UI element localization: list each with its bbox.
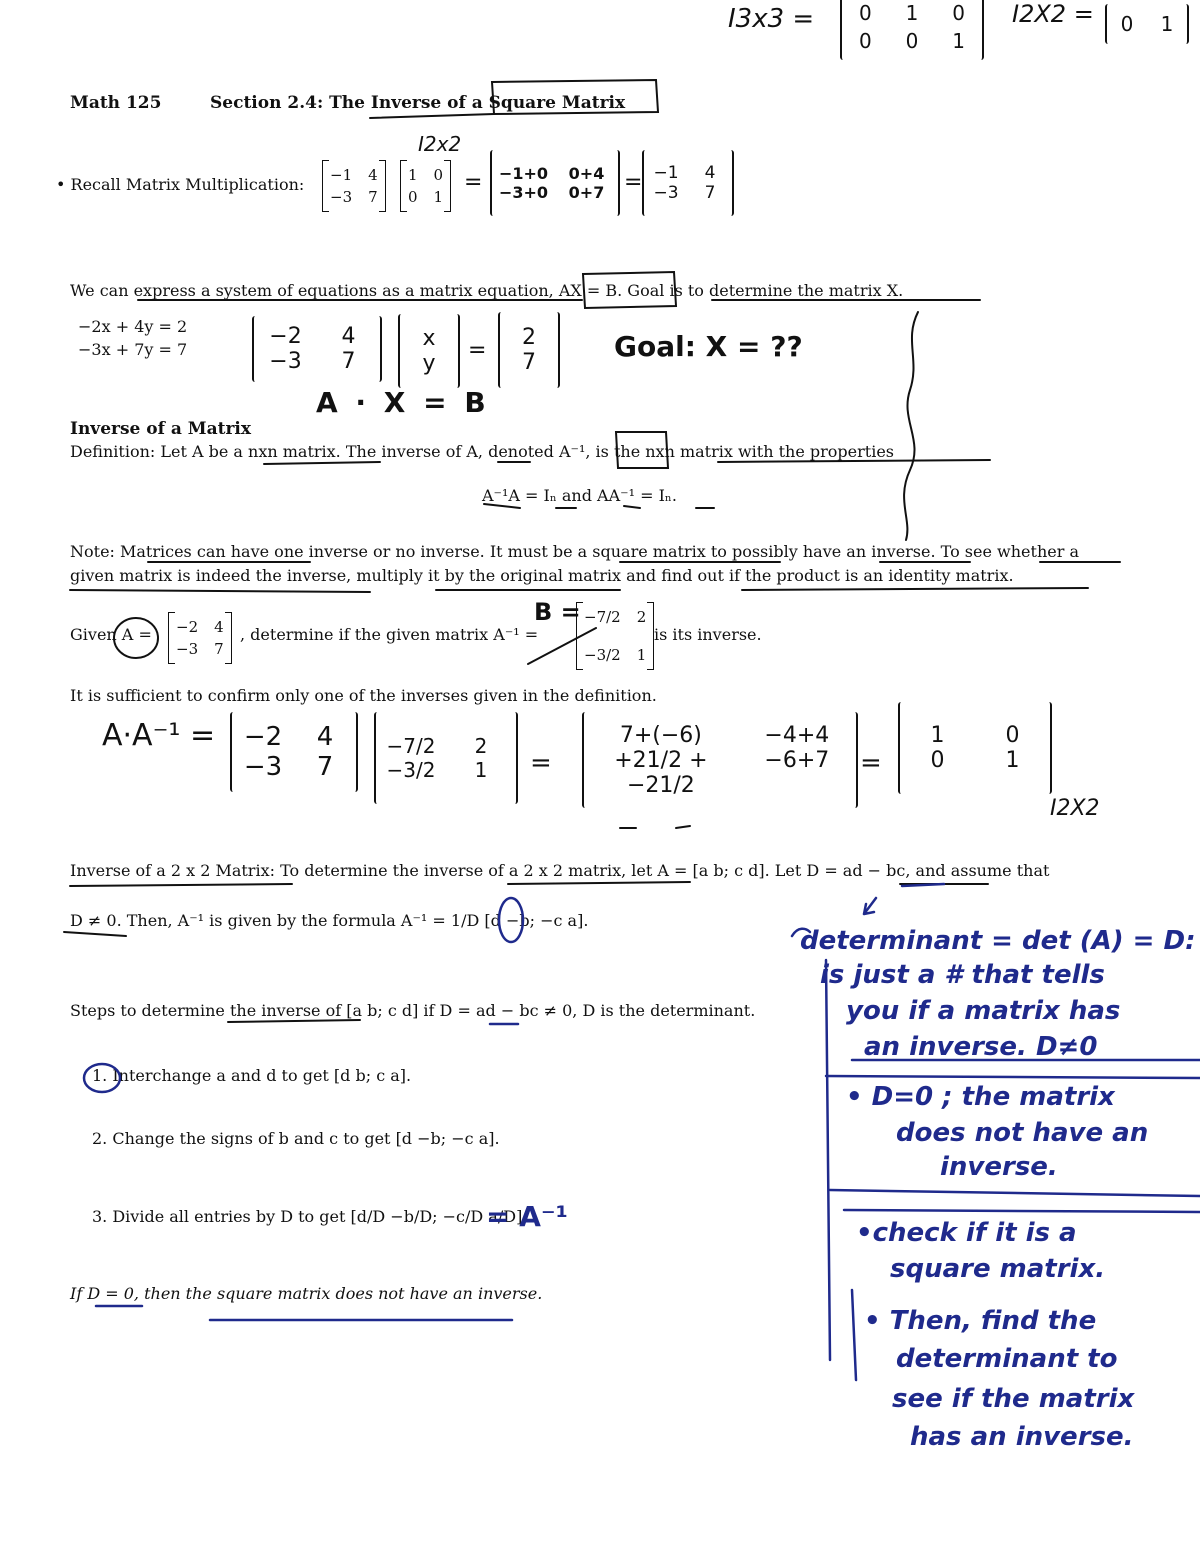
check-lhs: A·A⁻¹ = (102, 718, 216, 753)
two-by-two-line2: D ≠ 0. Then, A⁻¹ is given by the formula A⁻¹ = 1/D [d −b; −c a]. (70, 911, 589, 930)
margin-note: you if a matrix has (846, 996, 1121, 1026)
margin-note: •check if it is a (856, 1218, 1077, 1248)
equals-sign: = (468, 338, 487, 363)
recall-label: • Recall Matrix Multiplication: (56, 175, 305, 194)
check-matrix-identity: 1 0 0 1 (898, 702, 1052, 794)
step-1: 1. Interchange a and d to get [d b; c a]. (92, 1066, 412, 1085)
i2x2-top-matrix: 0 1 (1105, 4, 1189, 44)
equals-sign: = (624, 170, 643, 195)
course-title: Math 125 (70, 93, 162, 113)
system-intro: We can express a system of equations as a matrix equation, AX = B. Goal is to determine the matrix X. (70, 281, 904, 300)
recall-matrix-a: −1 4 −3 7 (322, 160, 386, 212)
i2x2-top-label: I2X2 = (1012, 0, 1094, 28)
sufficient-text: It is sufficient to confirm only one of the inverses given in the definition. (70, 686, 657, 705)
margin-note: square matrix. (890, 1254, 1106, 1284)
margin-note: see if the matrix (892, 1384, 1135, 1414)
section-title: Section 2.4: The Inverse of a Square Matrix (210, 93, 626, 113)
system-b-handwritten: 2 7 (498, 312, 560, 388)
check-matrix-a: −2 4 −3 7 (230, 712, 358, 792)
inverse-definition: Definition: Let A be a nxn matrix. The inverse of A, denoted A⁻¹, is the nxn matrix with the properties (70, 442, 895, 461)
given-matrix-inverse: −7/2 2 −3/2 1 (576, 602, 654, 670)
step3-handwritten: = A⁻¹ (486, 1200, 568, 1233)
margin-note: determinant = det (A) = D: (800, 926, 1196, 956)
margin-note: determinant to (896, 1344, 1118, 1374)
i2x2-handwritten-label: I2x2 (418, 132, 462, 156)
b-label-handwritten: B = (534, 598, 581, 626)
system-a-handwritten: −2 4 −3 7 (252, 316, 382, 382)
margin-note: • Then, find the (864, 1306, 1097, 1336)
equals-sign: = (860, 748, 882, 778)
i3x3-matrix: 0 1 0 0 0 1 (840, 0, 984, 60)
recall-matrix-identity: 1 0 0 1 (400, 160, 451, 212)
equals-sign: = (530, 748, 552, 778)
system-x-handwritten: x y (398, 314, 460, 388)
check-i2x2-label: I2X2 (1050, 796, 1100, 821)
system-eq2: −3x + 7y = 7 (78, 340, 188, 359)
i3x3-label: I3x3 = (728, 4, 815, 34)
recall-product-handwritten: −1+0 0+4 −3+0 0+7 (490, 150, 620, 216)
step-3: 3. Divide all entries by D to get [d/D −b/D; −c/D a/D] (92, 1207, 523, 1226)
given-prefix: Given A = (70, 625, 152, 644)
margin-note: an inverse. D≠0 (864, 1032, 1098, 1062)
step-2: 2. Change the signs of b and c to get [d −b; −c a]. (92, 1129, 500, 1148)
margin-note: inverse. (940, 1152, 1058, 1182)
margin-note: • D=0 ; the matrix (846, 1082, 1115, 1112)
margin-note: has an inverse. (910, 1422, 1134, 1452)
given-matrix-a: −2 4 −3 7 (168, 612, 232, 664)
two-by-two-line1: Inverse of a 2 x 2 Matrix: To determine the inverse of a 2 x 2 matrix, let A = [a b; c d]. Let D = ad − bc, and assume that (70, 861, 1050, 880)
given-mid: , determine if the given matrix A⁻¹ = (240, 625, 539, 644)
closing-statement: If D = 0, then the square matrix does not have an inverse. (70, 1284, 543, 1303)
goal-handwritten: Goal: X = ?? (614, 330, 803, 363)
system-eq1: −2x + 4y = 2 (78, 317, 188, 336)
inverse-properties: A⁻¹A = Iₙ and AA⁻¹ = Iₙ. (482, 486, 677, 505)
recall-result-handwritten: −1 4 −3 7 (642, 150, 734, 216)
check-matrix-inverse: −7/2 2 −3/2 1 (374, 712, 518, 804)
check-matrix-product: 7+(−6) −4+4 +21/2 + −21/2 −6+7 (582, 712, 858, 808)
margin-note: does not have an (896, 1118, 1149, 1148)
axb-labels-handwritten: A · X = B (316, 386, 490, 419)
inverse-heading: Inverse of a Matrix (70, 419, 252, 439)
equals-sign: = (464, 170, 483, 195)
note-line2: given matrix is indeed the inverse, multiply it by the original matrix and find out if the product is an identity matrix. (70, 566, 1014, 585)
steps-heading: Steps to determine the inverse of [a b; c d] if D = ad − bc ≠ 0, D is the determinant. (70, 1001, 756, 1020)
given-suffix: is its inverse. (654, 625, 762, 644)
margin-note: is just a # that tells (820, 960, 1105, 990)
note-line1: Note: Matrices can have one inverse or no inverse. It must be a square matrix to possibly have an inverse. To see whether a (70, 542, 1079, 561)
